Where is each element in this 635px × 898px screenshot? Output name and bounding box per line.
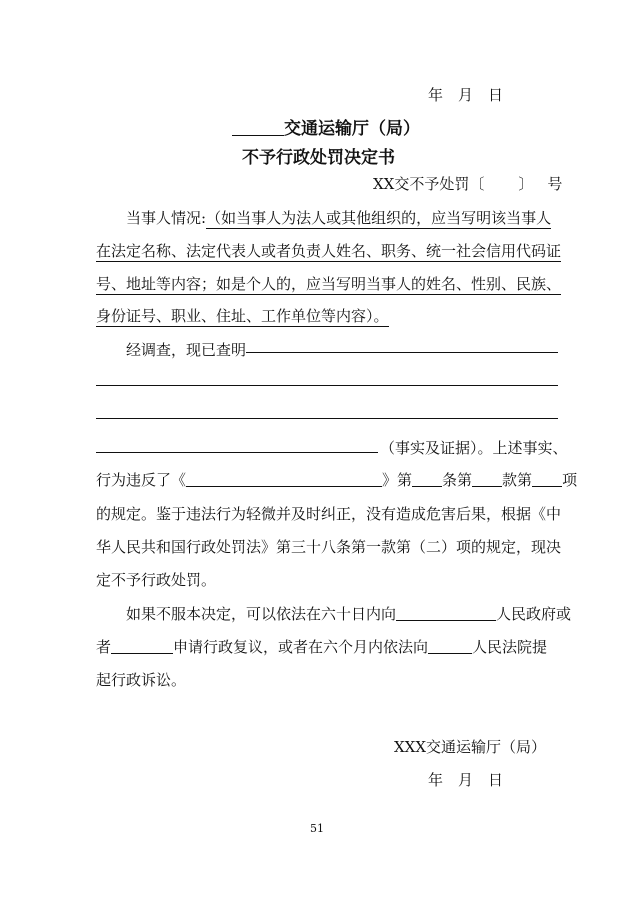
decision-line-3: 定不予行政处罚。 [96, 571, 217, 589]
review-agency-blank [111, 639, 173, 654]
clause-label: 款第 [502, 471, 533, 489]
government-blank [396, 606, 496, 621]
decision-line-2: 华人民共和国行政处罚法》第三十八条第一款第（二）项的规定，现决 [96, 538, 562, 556]
violation-close: 》第 [382, 471, 413, 489]
appeal-line2-prefix: 者 [96, 638, 112, 656]
item-label: 项 [562, 471, 578, 489]
clause-blank [472, 472, 502, 487]
party-instruction-1: （如当事人为法人或其他组织的，应当写明该当事人 [206, 209, 552, 227]
violation-line [96, 469, 577, 490]
court-blank [428, 639, 472, 654]
findings-label: 经调查，现已查明 [126, 341, 247, 359]
document-title: 不予行政处罚决定书 [242, 148, 395, 168]
header-date: 年 月 日 [428, 86, 504, 104]
decision-line-1: 的规定。鉴于违法行为轻微并及时纠正，没有造成危害后果，根据《中 [96, 505, 562, 523]
appeal-line-3: 起行政诉讼。 [96, 671, 187, 689]
article-label: 条第 [442, 471, 473, 489]
findings-blank-line-1 [246, 352, 558, 353]
findings-blank-line-3 [96, 418, 558, 419]
signature-agency: XXX交通运输厅（局） [394, 738, 547, 756]
facts-label: （事实及证据）。上述事实、 [380, 439, 568, 457]
item-blank [532, 472, 562, 487]
document-title-agency [232, 114, 420, 139]
party-info-line-2 [96, 240, 561, 261]
appeal-court: 人民法院提 [472, 638, 548, 656]
party-instruction-3: 号、地址等内容；如是个人的，应当写明当事人的姓名、性别、民族、 [96, 275, 562, 293]
appeal-prefix: 如果不服本决定，可以依法在六十日内向 [126, 605, 397, 623]
appeal-line-1 [126, 603, 571, 624]
doc-number-prefix: XX交不予处罚〔 [373, 175, 485, 193]
agency-suffix: 交通运输厅（局） [284, 119, 420, 139]
document-number [373, 173, 562, 194]
appeal-government: 人民政府或 [496, 605, 572, 623]
party-label: 当事人情况: [126, 209, 207, 227]
agency-name-blank [232, 121, 284, 136]
party-instruction-2: 在法定名称、法定代表人或者负责人姓名、职务、统一社会信用代码证 [96, 242, 562, 260]
signature-date: 年 月 日 [428, 771, 504, 789]
appeal-review: 申请行政复议，或者在六个月内依法向 [173, 638, 429, 656]
page-number: 51 [310, 822, 324, 835]
party-info-line-4 [96, 305, 389, 326]
doc-number-bracket: 〕 [518, 175, 534, 193]
findings-blank-line-4 [96, 452, 378, 453]
appeal-line-2 [96, 636, 547, 657]
party-instruction-4: 身份证号、职业、住址、工作单位等内容）。 [96, 307, 389, 325]
violation-prefix: 行为违反了《 [96, 471, 187, 489]
party-info-line-3 [96, 273, 561, 294]
law-name-blank [186, 472, 382, 487]
party-info-line-1 [126, 207, 551, 228]
doc-number-suffix: 号 [547, 175, 563, 193]
article-blank [412, 472, 442, 487]
findings-blank-line-2 [96, 385, 558, 386]
